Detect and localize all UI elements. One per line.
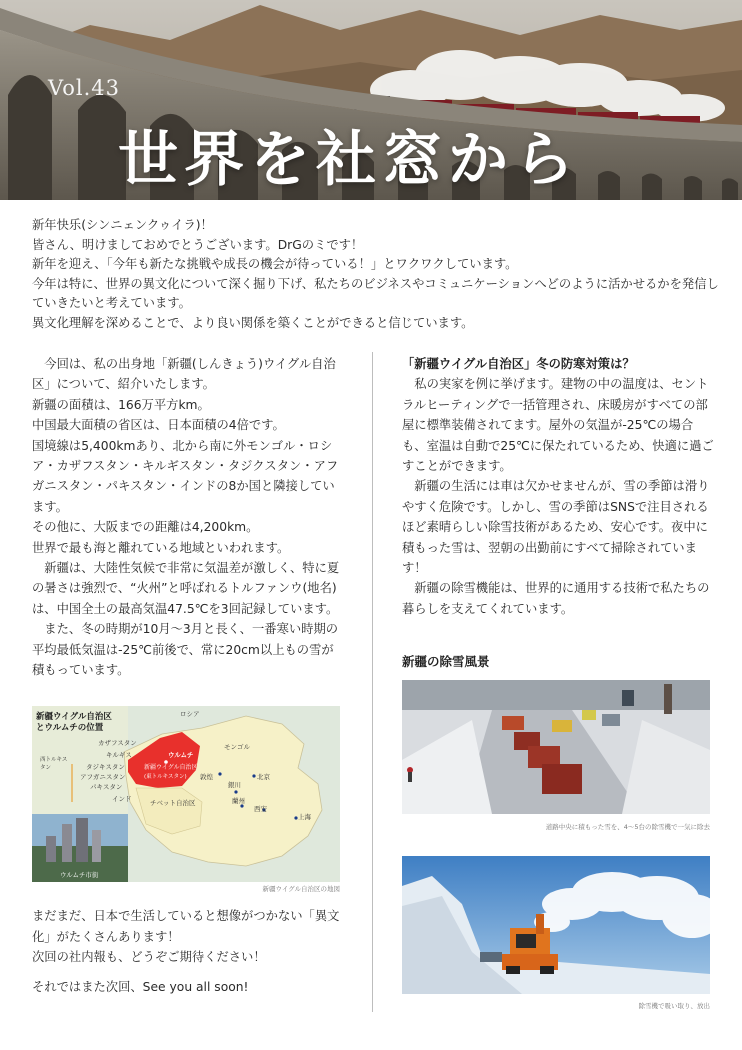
closing-line: まだまだ、日本で生活していると想像がつかない「異文化」がたくさんあります！ xyxy=(32,909,340,944)
map-label-lanzhou: 蘭州 xyxy=(232,797,245,805)
xinjiang-map xyxy=(32,706,340,882)
winter-heading: 「新疆ウイグル自治区」冬の防寒対策は？ xyxy=(402,357,635,371)
map-label-tibet: チベット自治区 xyxy=(150,799,196,807)
right-column xyxy=(402,354,714,619)
intro-line: 異文化理解を深めることで、より良い関係を築くことができると信じています。 xyxy=(32,315,474,330)
left-paragraph: また、冬の時期が10月～3月と長く、一番寒い時期の平均最低気温は-25℃前後で、常に20cm以上もの雪が積もっています。 xyxy=(32,622,339,678)
right-paragraph: 新疆の生活には車は欠かせませんが、雪の季節は滑りやすく危険です。しかし、雪の季節はSNSで注目されるほど素晴らしい除雪技術があるため、安心です。夜中に積もった雪は、翌朝の出勤前にすべて掃除されています！ xyxy=(402,479,710,576)
left-paragraph: 国境線は5,400kmあり、北から南に外モンゴル・ロシア・カザフスタン・キルギスタン・タジクスタン・アフガニスタン・パキスタン・インドの8か国と隣接しています。 xyxy=(32,438,339,514)
map-label-shanghai: 上海 xyxy=(298,813,311,821)
page-title: 世界を社窓から xyxy=(118,125,580,195)
map-label-beijing: 北京 xyxy=(257,773,270,781)
map-label-dunhuang: 敦煌 xyxy=(200,773,213,781)
map-label-yinchuan: 銀川 xyxy=(228,781,241,789)
snowplow-road-image xyxy=(402,680,710,814)
volume-label: Vol.43 xyxy=(48,76,120,100)
map-title: 新疆ウイグル自治区 とウルムチの位置 xyxy=(36,712,112,733)
map-caption: 新疆ウイグル自治区の地図 xyxy=(262,885,340,893)
intro-line: 皆さん、明けましておめでとうございます。DrGのミです！ xyxy=(32,237,364,252)
map-label-xinjiang-sub: (東トルキスタン) xyxy=(144,774,187,780)
map-label-mongolia: モンゴル xyxy=(224,743,250,751)
map-label-urumqi: ウルムチ xyxy=(168,751,194,759)
left-paragraph: 中国最大面積の省区は、日本面積の4倍です。 xyxy=(32,418,285,433)
left-paragraph: 世界で最も海と離れている地域といわれます。 xyxy=(32,540,290,555)
closing-signoff: それではまた次回、See you all soon! xyxy=(32,979,249,994)
intro-paragraph xyxy=(32,216,722,334)
closing-section xyxy=(32,906,344,997)
intro-line: 新年を迎え、「今年も新たな挑戦や成長の機会が待っている！」とワクワクしています。 xyxy=(32,257,518,272)
left-paragraph: 新疆は、大陸性気候で非常に気温差が激しく、特に夏の暑さは強烈で、“火州”と呼ばれるトルファンウ(地名)は、中国全土の最高気温47.5℃を3回記録しています。 xyxy=(32,561,340,616)
column-divider xyxy=(372,352,373,1012)
intro-line: 新年快乐(シンニェンクゥイラ)！ xyxy=(32,218,213,232)
left-paragraph: 新疆の面積は、166万平方km。 xyxy=(32,397,210,412)
right-paragraph: 私の実家を例に挙げます。建物の中の温度は、セントラルヒーティングで一括管理され、床暖房がすべての部屋に標準装備されてます。屋外の気温が-25℃の場合も、室温は自動で25℃に保たれているため、快適に過ごすことができます。 xyxy=(402,377,714,474)
map-label-xinjiang: 新疆ウイグル自治区 xyxy=(144,764,198,771)
right-paragraph: 新疆の除雪機能は、世界的に通用する技術で私たちの暮らしを支えてくれています。 xyxy=(402,581,710,616)
snow-blower-photo xyxy=(402,856,710,994)
left-column xyxy=(32,354,344,681)
photo2-caption: 除雪機で吸い取り、放出 xyxy=(638,1002,710,1010)
snow-blower-image xyxy=(402,856,710,994)
map-label-afghanistan: アフガニスタン xyxy=(80,773,126,781)
map-label-west-turkistan: 西トルキスタン xyxy=(40,757,68,771)
map-label-india: インド xyxy=(112,795,132,803)
snowplow-road-photo xyxy=(402,680,710,814)
map-label-kyrgyzstan: キルギス xyxy=(106,751,132,759)
map-label-xian: 西安 xyxy=(254,805,267,813)
map-label-tajikistan: タジキスタン xyxy=(86,763,125,771)
left-paragraph: その他に、大阪までの距離は4,200km。 xyxy=(32,520,259,535)
header-banner xyxy=(0,0,742,200)
map-label-pakistan: パキスタン xyxy=(90,783,123,791)
closing-line: 次回の社内報も、どうぞご期待ください！ xyxy=(32,950,266,964)
snow-removal-heading: 新疆の除雪風景 xyxy=(402,654,490,669)
intro-line: 今年は特に、世界の異文化について深く掘り下げ、私たちのビジネスやコミュニケーションへどのように活かせるかを発信していきたいと考えています。 xyxy=(32,276,719,311)
map-label-kazakhstan: カザフスタン xyxy=(98,739,137,747)
left-paragraph: 今回は、私の出身地「新疆(しんきょう)ウイグル自治区」について、紹介いたします。 xyxy=(32,357,336,392)
map-label-urumqi-city: ウルムチ市街 xyxy=(60,871,99,879)
map-label-russia: ロシア xyxy=(180,710,200,718)
photo1-caption: 道路中央に積もった雪を、4～5台の除雪機で一気に除去 xyxy=(545,823,710,831)
